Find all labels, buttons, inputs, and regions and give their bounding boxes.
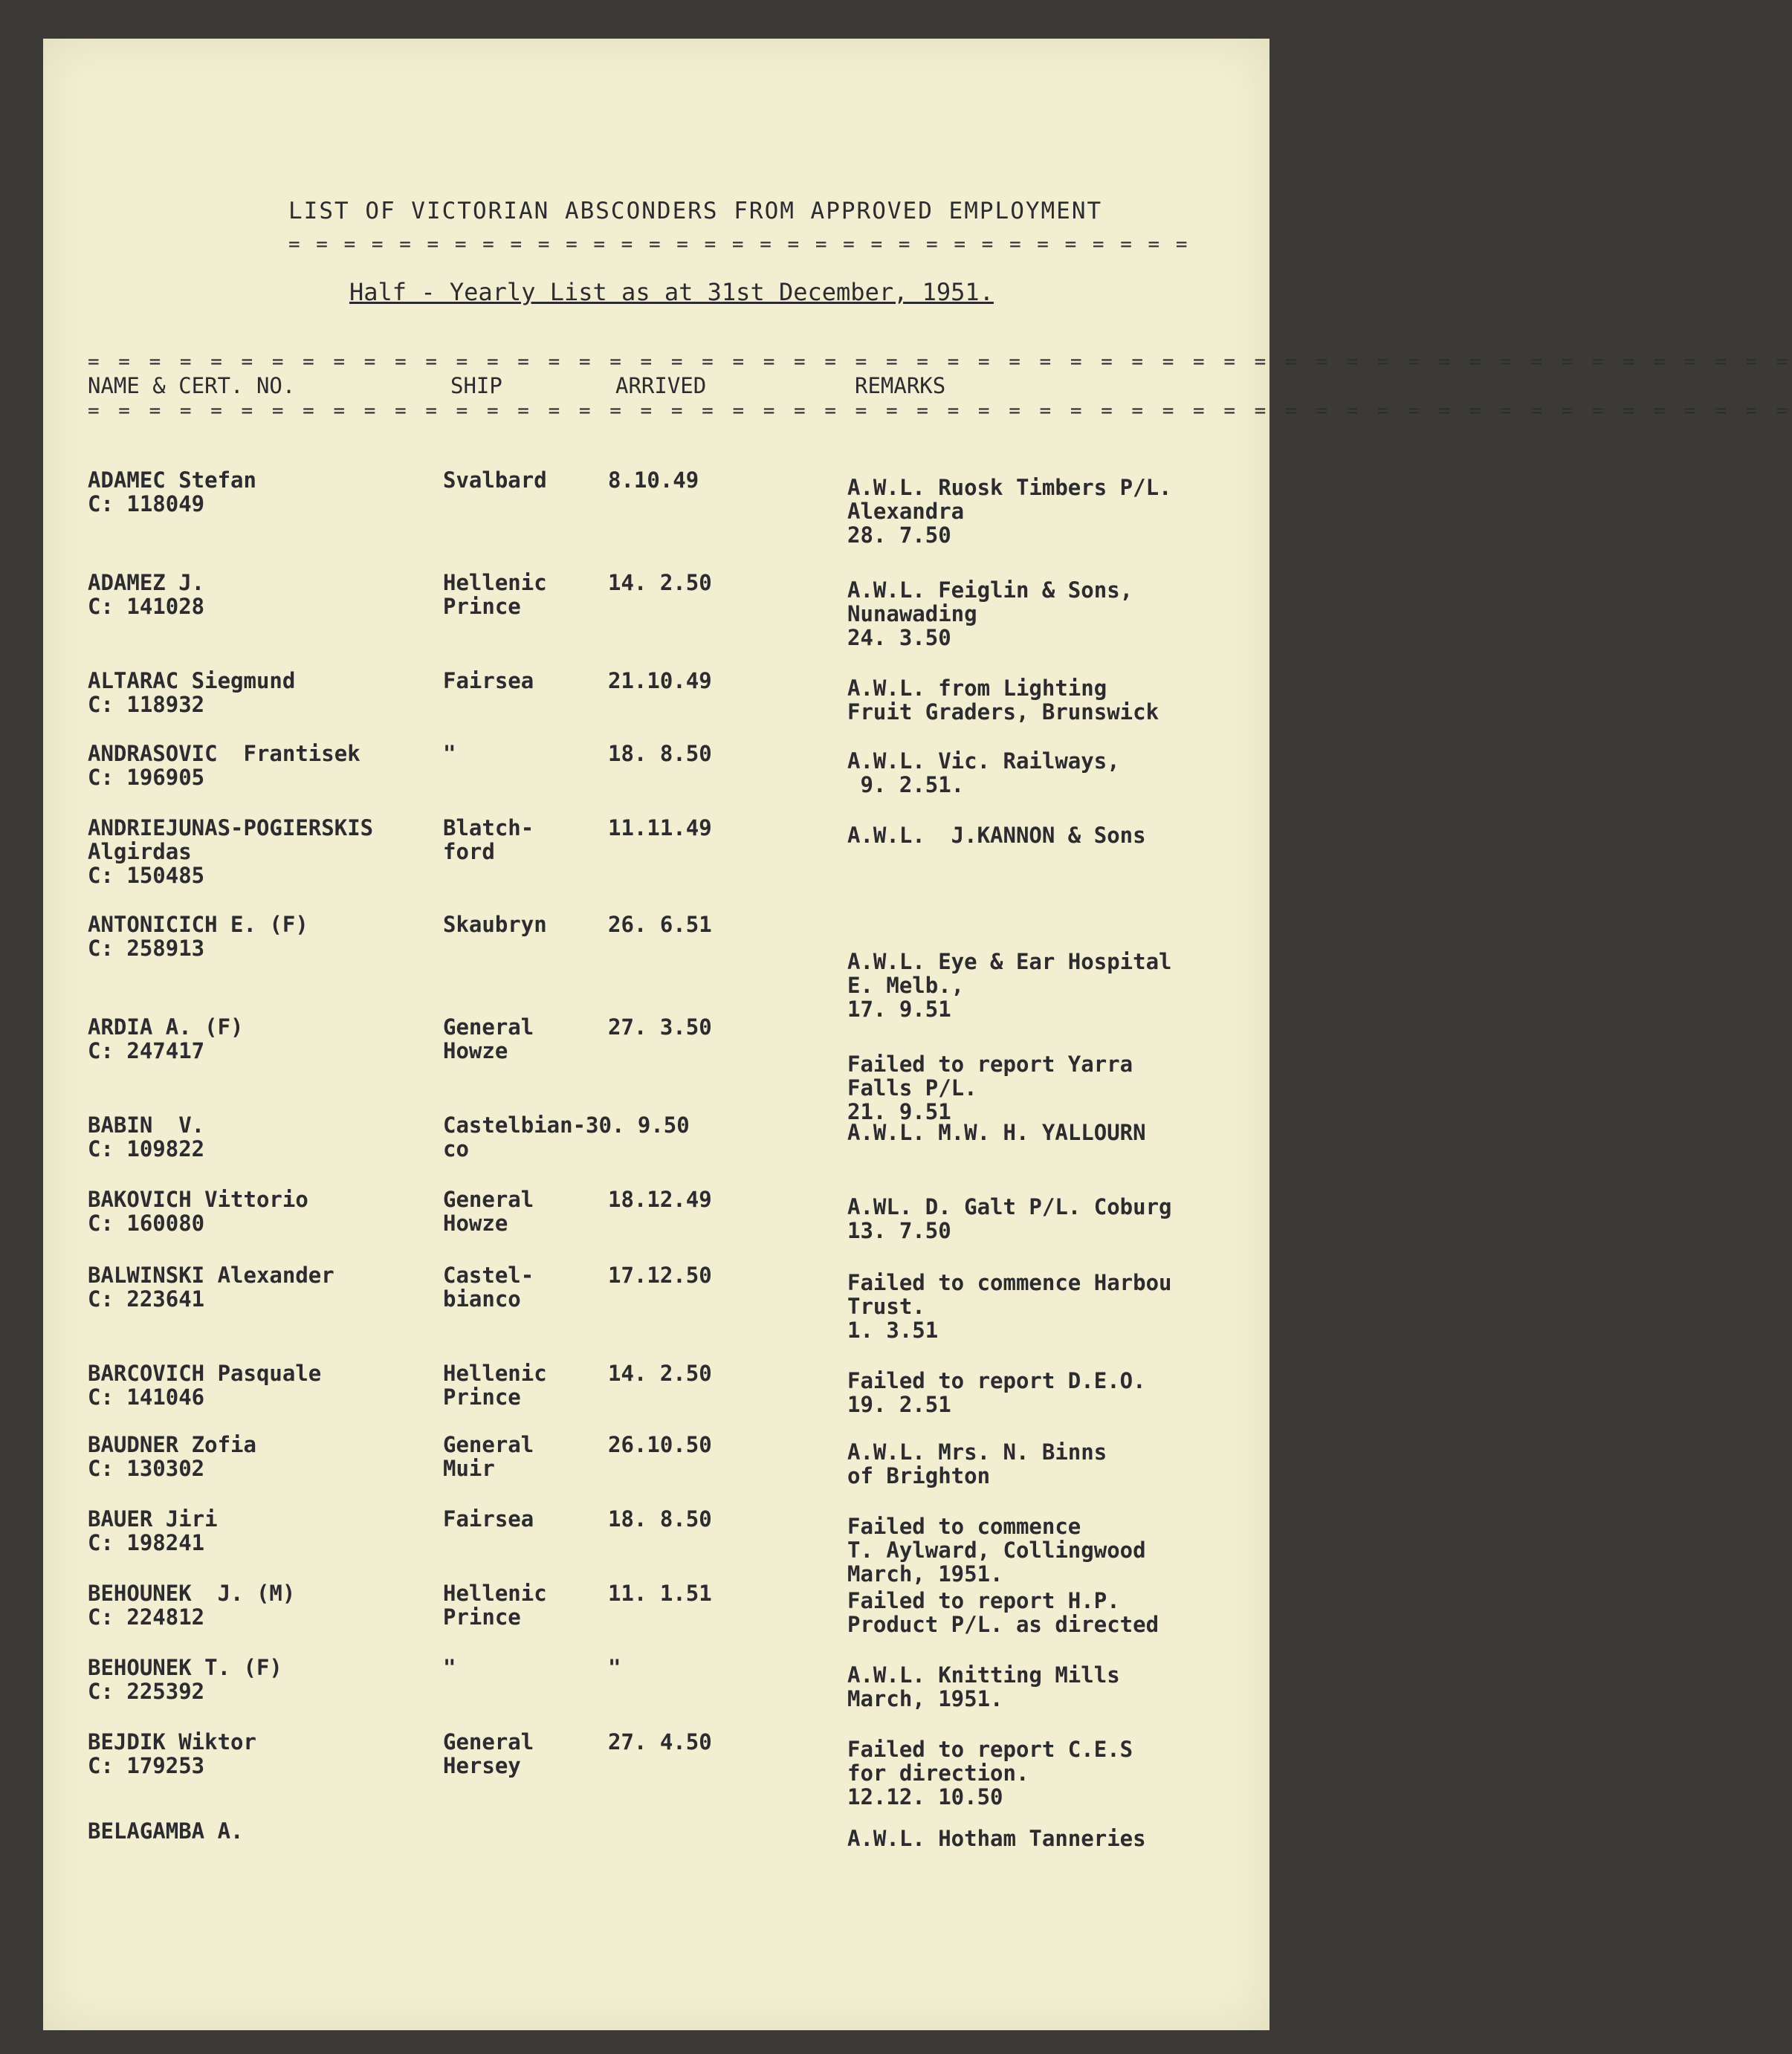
arrived-cell (608, 816, 712, 840)
remarks-cell (847, 1514, 1146, 1586)
certificate-number: C: 196905 (88, 765, 205, 790)
ship-name: Muir (443, 1456, 495, 1481)
ship-name: Howze (443, 1211, 508, 1236)
absconder-name: ANDRIEJUNAS-POGIERSKIS (88, 815, 374, 840)
remarks-cell (847, 1369, 1146, 1416)
remark-line: 13. 7.50 (847, 1218, 951, 1243)
column-header-arrived: ARRIVED (615, 373, 707, 398)
ship-name: General (443, 1432, 534, 1457)
remarks-cell (847, 1440, 1107, 1488)
name-cell (88, 1188, 308, 1235)
name-cell (88, 1730, 256, 1778)
remark-line: A.W.L. J.KANNON & Sons (847, 823, 1146, 848)
name-cell (88, 1581, 295, 1629)
ship-name: Hellenic (443, 570, 547, 595)
ship-name: Fairsea (443, 1506, 534, 1532)
remark-line: Failed to commence (847, 1514, 1081, 1539)
arrived-cell (608, 1656, 621, 1679)
remark-line: Failed to report Yarra (847, 1052, 1133, 1077)
name-cell (88, 571, 204, 618)
name-cell (88, 1015, 244, 1063)
remarks-cell (847, 1195, 1172, 1243)
arrived-cell (608, 1507, 712, 1531)
absconder-name: BAKOVICH Vittorio (88, 1187, 308, 1212)
column-header-name: NAME & CERT. NO. (88, 373, 296, 398)
remark-line: A.W.L. Ruosk Timbers P/L. (847, 475, 1172, 500)
remarks-cell (847, 1589, 1159, 1636)
arrival-date: 18. 8.50 (608, 1506, 712, 1532)
ship-cell (443, 1433, 534, 1480)
remark-line: A.W.L. Mrs. N. Binns (847, 1439, 1107, 1465)
ship-name: Prince (443, 594, 521, 619)
arrived-cell (608, 468, 699, 492)
remark-line: E. Melb., (847, 973, 965, 998)
ship-cell (443, 1113, 690, 1161)
ship-name: Blatch- (443, 815, 534, 840)
arrival-date: 21.10.49 (608, 668, 712, 693)
remark-line: 9. 2.51. (847, 772, 965, 797)
document-page (43, 39, 1792, 2030)
remark-line: 24. 3.50 (847, 625, 951, 650)
remark-line: A.W.L. Knitting Mills (847, 1662, 1120, 1688)
ship-cell (443, 571, 547, 618)
remark-line: March, 1951. (847, 1561, 1003, 1587)
arrival-date: 27. 3.50 (608, 1014, 712, 1040)
ship-cell (443, 669, 534, 693)
arrived-cell (608, 742, 712, 765)
ship-name: bianco (443, 1286, 521, 1312)
ship-cell (443, 1730, 534, 1778)
remarks-cell (847, 578, 1133, 649)
ship-name: General (443, 1729, 534, 1755)
remarks-cell (847, 1052, 1133, 1124)
arrival-date: 14. 2.50 (608, 1361, 712, 1386)
absconder-name: ADAMEZ J. (88, 570, 205, 595)
header-rule-bottom: = = = = = = = = = = = = = = = = = = = = = = = = = = = = = = = = = = = = = = = = = = = = = = = = = = = = = = = = (88, 400, 1792, 422)
remarks-cell (847, 1271, 1172, 1342)
column-header-ship: SHIP (450, 373, 502, 398)
absconder-name: BAUER Jiri (88, 1506, 218, 1532)
remark-line: A.W.L. Feiglin & Sons, (847, 577, 1133, 603)
arrived-cell (608, 1263, 712, 1287)
remark-line: Failed to report D.E.O. (847, 1368, 1146, 1393)
certificate-number: C: 150485 (88, 863, 205, 888)
ship-name: " (443, 1655, 456, 1680)
column-header-remarks: REMARKS (855, 373, 946, 398)
ship-name: Castel- (443, 1263, 534, 1288)
certificate-number: C: 109822 (88, 1136, 205, 1162)
ship-name: Hersey (443, 1753, 521, 1778)
ship-cell (443, 468, 547, 492)
remark-line: A.W.L. from Lighting (847, 676, 1107, 701)
certificate-number: C: 141028 (88, 594, 205, 619)
arrived-cell (608, 1730, 712, 1754)
remarks-cell (847, 823, 1146, 847)
remark-line: A.W.L. Hotham Tanneries (847, 1826, 1146, 1851)
arrival-date: 18.12.49 (608, 1187, 712, 1212)
name-cell (88, 1433, 256, 1480)
remark-line: Failed to commence Harbou (847, 1270, 1172, 1295)
remark-line: 28. 7.50 (847, 522, 951, 548)
name-cell (88, 669, 295, 716)
absconder-name: BALWINSKI Alexander (88, 1263, 334, 1288)
remark-line: T. Aylward, Collingwood (847, 1538, 1146, 1563)
name-cell (88, 913, 308, 960)
absconder-name: BEHOUNEK J. (M) (88, 1581, 296, 1606)
remark-line: A.W.L. M.W. H. YALLOURN (847, 1120, 1146, 1145)
name-cell (88, 1361, 321, 1409)
certificate-number: C: 225392 (88, 1679, 205, 1704)
certificate-number: C: 224812 (88, 1604, 205, 1630)
ship-cell (443, 913, 547, 936)
remarks-cell (847, 1737, 1133, 1809)
absconder-name: BELAGAMBA A. (88, 1818, 244, 1844)
arrived-cell (608, 1581, 712, 1605)
ship-cell (443, 1188, 534, 1235)
arrival-date: 26.10.50 (608, 1432, 712, 1457)
arrived-cell (608, 669, 712, 693)
name-cell (88, 1507, 218, 1555)
absconder-name-continued: Algirdas (88, 839, 192, 864)
ship-name: Prince (443, 1604, 521, 1630)
ship-name: General (443, 1187, 534, 1212)
absconder-name: ARDIA A. (F) (88, 1014, 244, 1040)
remarks-cell (847, 749, 1120, 797)
arrived-cell (608, 1361, 712, 1385)
absconder-name: ALTARAC Siegmund (88, 668, 296, 693)
certificate-number: C: 179253 (88, 1753, 205, 1778)
remark-line: 21. 9.51 (847, 1099, 951, 1124)
header-rule-top: = = = = = = = = = = = = = = = = = = = = = = = = = = = = = = = = = = = = = = = = = = = = = = = = = = = = = = = = (88, 351, 1792, 373)
absconder-name: BAUDNER Zofia (88, 1432, 256, 1457)
remark-line: A.W.L. Eye & Ear Hospital (847, 949, 1172, 974)
arrival-date: " (608, 1655, 621, 1680)
arrival-date: 8.10.49 (608, 467, 699, 493)
arrival-date: 14. 2.50 (608, 570, 712, 595)
arrival-date: 26. 6.51 (608, 912, 712, 937)
ship-cell (443, 816, 534, 864)
remark-line: 17. 9.51 (847, 997, 951, 1022)
ship-name: ford (443, 839, 495, 864)
certificate-number: C: 198241 (88, 1530, 205, 1555)
document-title: LIST OF VICTORIAN ABSCONDERS FROM APPROVED EMPLOYMENT (288, 198, 1103, 224)
ship-cell (443, 1656, 456, 1679)
arrival-date: 27. 4.50 (608, 1729, 712, 1755)
remarks-cell (847, 950, 1172, 1021)
arrived-cell (608, 1015, 712, 1039)
arrival-date: 11.11.49 (608, 815, 712, 840)
ship-name: Hellenic (443, 1581, 547, 1606)
arrival-date: 18. 8.50 (608, 741, 712, 766)
arrived-cell (608, 1433, 712, 1457)
ship-cell (443, 1581, 547, 1629)
name-cell (88, 1656, 282, 1703)
arrival-date: 17.12.50 (608, 1263, 712, 1288)
remark-line: 19. 2.51 (847, 1392, 951, 1417)
certificate-number: C: 223641 (88, 1286, 205, 1312)
ship-name: Skaubryn (443, 912, 547, 937)
certificate-number: C: 141046 (88, 1384, 205, 1410)
remarks-cell (847, 1827, 1146, 1850)
ship-name: Svalbard (443, 467, 547, 493)
remark-line: 12.12. 10.50 (847, 1784, 1003, 1810)
name-cell (88, 816, 373, 887)
ship-name: Howze (443, 1038, 508, 1063)
title-underline-rule: = = = = = = = = = = = = = = = = = = = = = = = = = = = = = = = = = (288, 233, 1190, 256)
remark-line: March, 1951. (847, 1686, 1003, 1711)
remark-line: A.W.L. Vic. Railways, (847, 748, 1120, 774)
ship-name: General (443, 1014, 534, 1040)
remark-line: Failed to report C.E.S (847, 1737, 1133, 1762)
certificate-number: C: 130302 (88, 1456, 205, 1481)
remark-line: for direction. (847, 1760, 1029, 1786)
absconder-name: ANDRASOVIC Frantisek (88, 741, 360, 766)
absconder-name: BEHOUNEK T. (F) (88, 1655, 282, 1680)
remark-line: Product P/L. as directed (847, 1612, 1159, 1637)
remark-line: 1. 3.51 (847, 1318, 939, 1343)
ship-cell (443, 1015, 534, 1063)
remarks-cell (847, 476, 1172, 547)
remarks-cell (847, 676, 1159, 724)
remark-line: A.WL. D. Galt P/L. Coburg (847, 1194, 1172, 1219)
certificate-number: C: 118049 (88, 491, 205, 516)
ship-cell (443, 742, 456, 765)
certificate-number: C: 118932 (88, 692, 205, 717)
certificate-number: C: 258913 (88, 936, 205, 961)
remark-line: of Brighton (847, 1463, 991, 1488)
arrived-cell (608, 571, 712, 595)
absconder-name: ANTONICICH E. (F) (88, 912, 308, 937)
document-subtitle: Half - Yearly List as at 31st December, 1951. (349, 278, 994, 306)
name-cell (88, 1263, 334, 1311)
remark-line: Nunawading (847, 601, 977, 626)
ship-name: " (443, 741, 456, 766)
ship-cell (443, 1263, 534, 1311)
remarks-cell (847, 1663, 1120, 1711)
name-cell (88, 468, 256, 516)
certificate-number: C: 160080 (88, 1211, 205, 1236)
absconder-name: BEJDIK Wiktor (88, 1729, 256, 1755)
name-cell (88, 742, 360, 789)
ship-name: Castelbian-30. 9.50 (443, 1112, 690, 1138)
arrival-date: 11. 1.51 (608, 1581, 712, 1606)
ship-cell (443, 1361, 547, 1409)
absconder-name: BARCOVICH Pasquale (88, 1361, 322, 1386)
certificate-number: C: 247417 (88, 1038, 205, 1063)
arrived-cell (608, 913, 712, 936)
remark-line: Failed to report H.P. (847, 1588, 1120, 1613)
absconder-name: BABIN V. (88, 1112, 205, 1138)
ship-cell (443, 1507, 534, 1531)
ship-name: Prince (443, 1384, 521, 1410)
remark-line: Fruit Graders, Brunswick (847, 699, 1159, 725)
remark-line: Alexandra (847, 499, 965, 524)
name-cell (88, 1819, 244, 1843)
absconder-name: ADAMEC Stefan (88, 467, 256, 493)
arrived-cell (608, 1188, 712, 1211)
remark-line: Trust. (847, 1294, 925, 1319)
ship-name: Hellenic (443, 1361, 547, 1386)
ship-name: co (443, 1136, 469, 1162)
name-cell (88, 1113, 204, 1161)
remark-line: Falls P/L. (847, 1075, 977, 1101)
ship-name: Fairsea (443, 668, 534, 693)
remarks-cell (847, 1121, 1146, 1144)
